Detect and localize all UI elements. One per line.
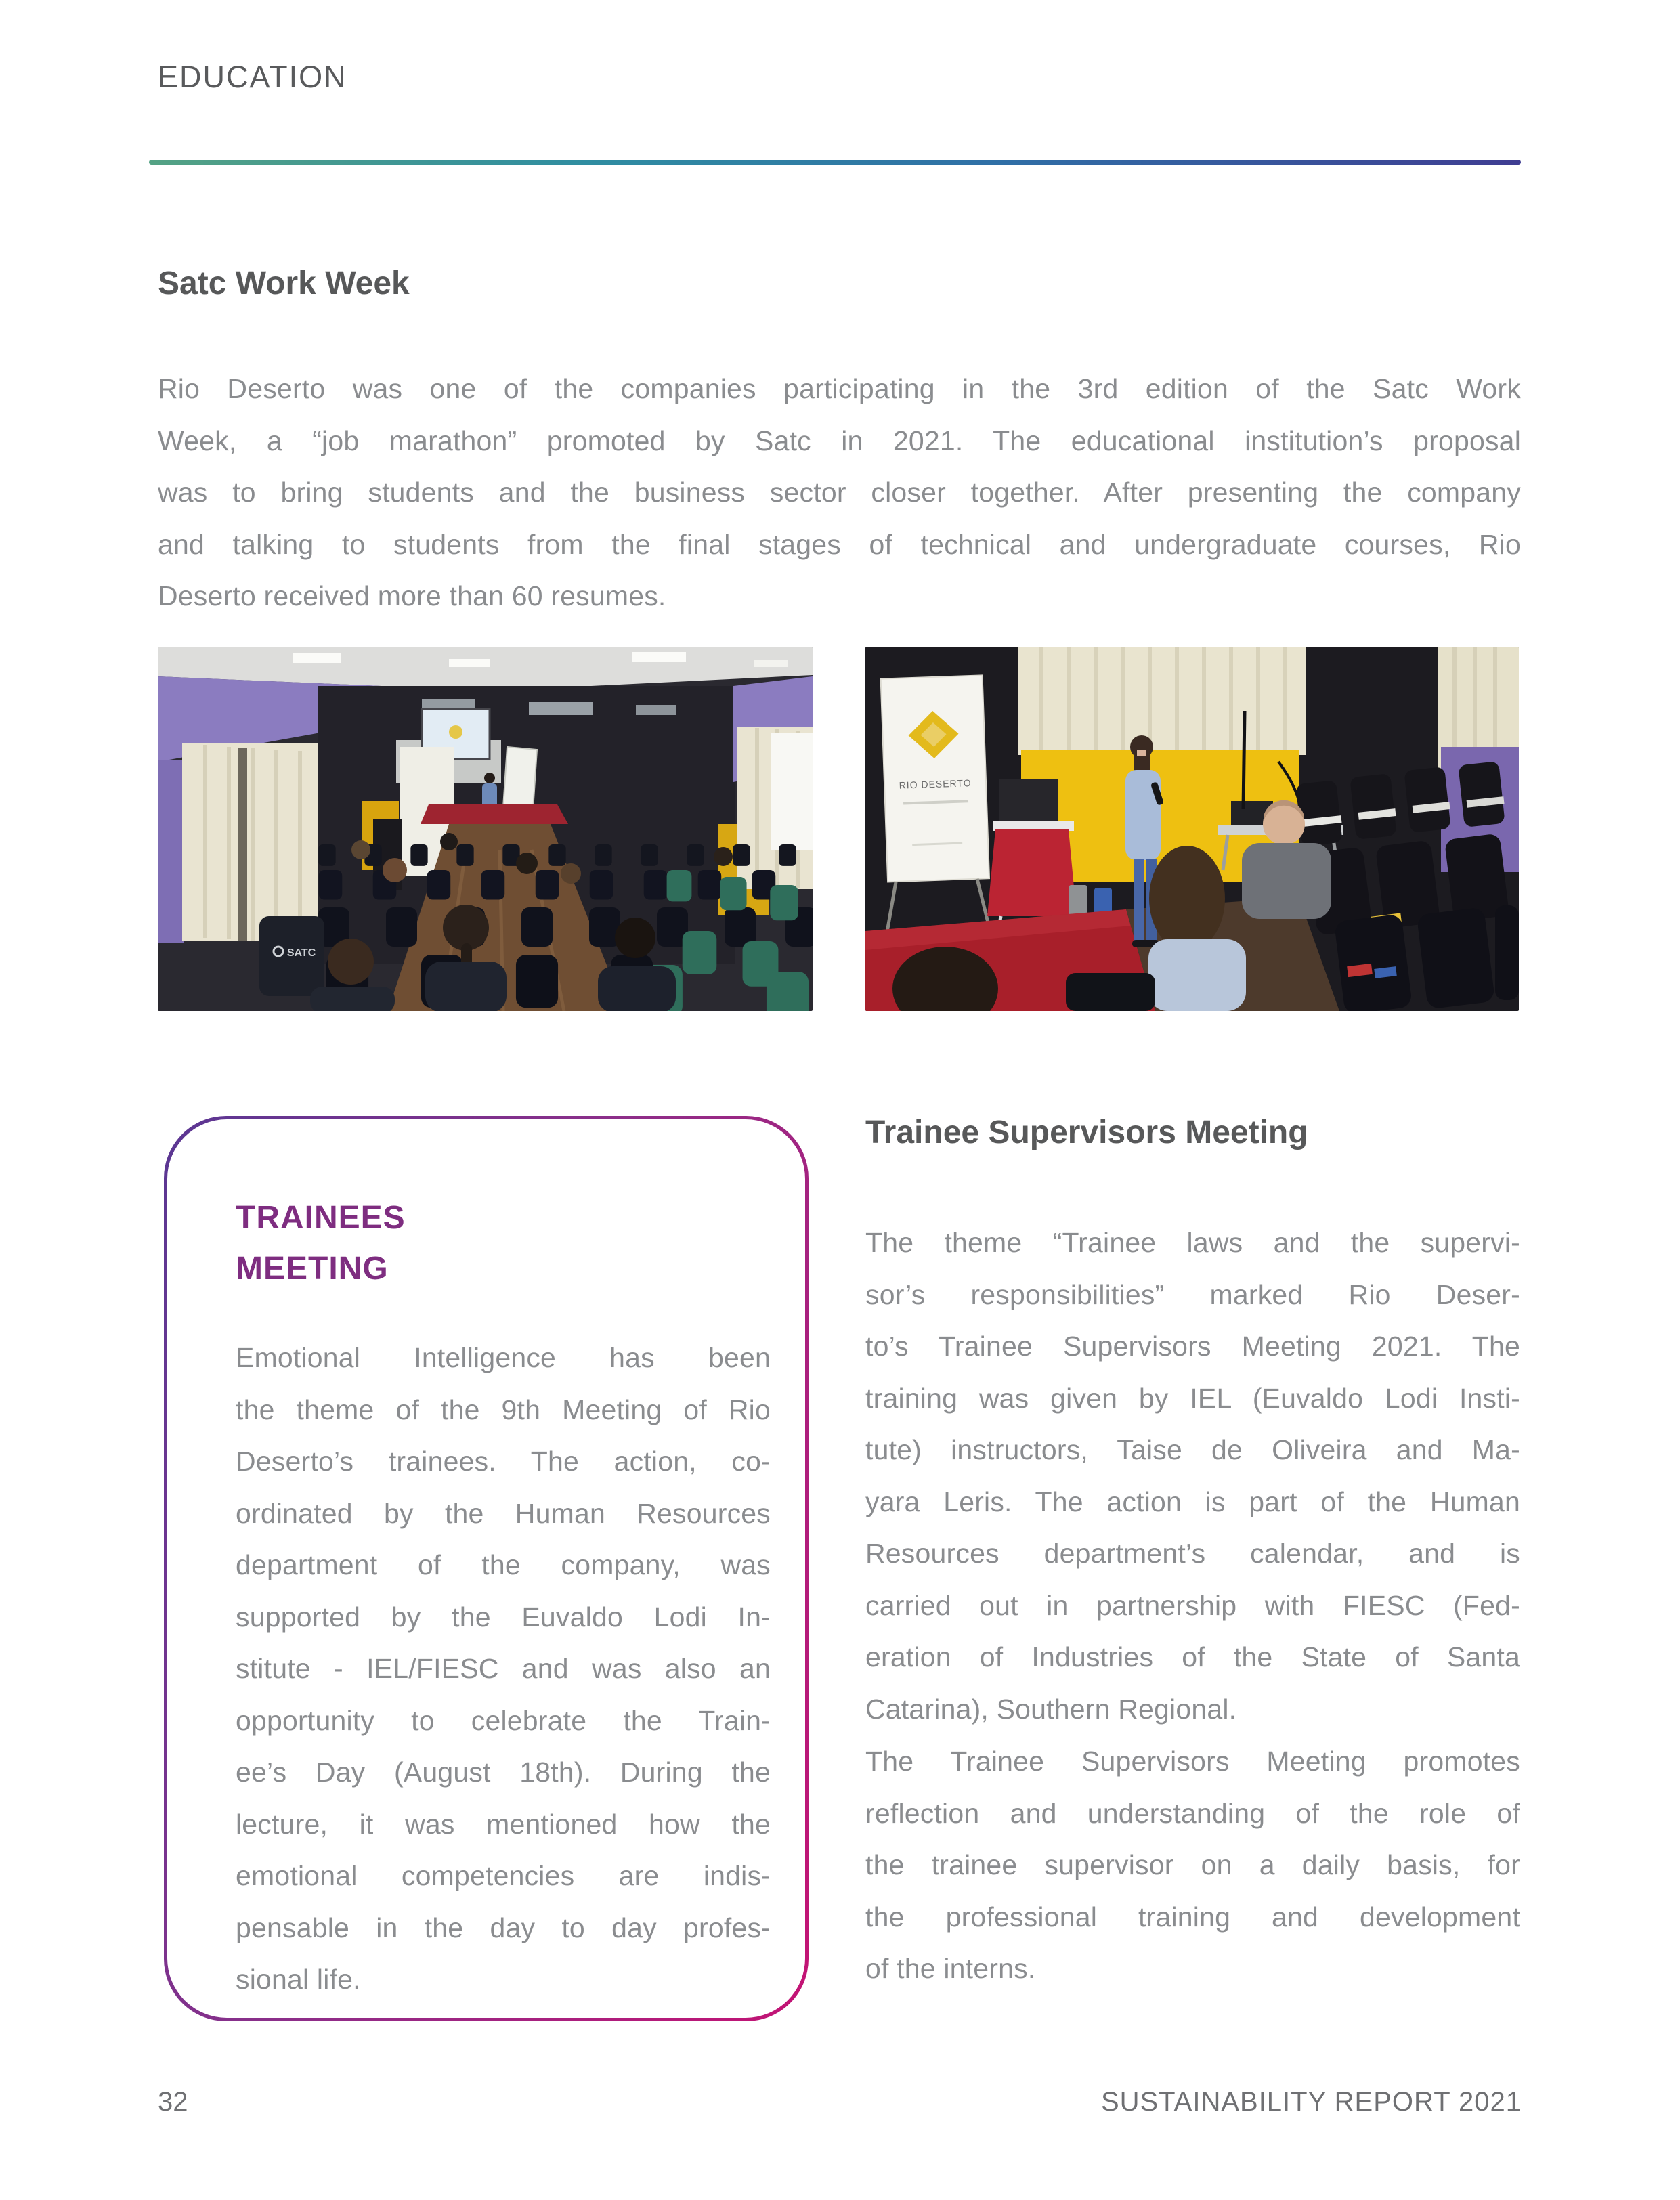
satc-chair-label: SATC xyxy=(286,947,316,959)
trainees-box-title: TRAINEES MEETING xyxy=(236,1200,406,1287)
window-light xyxy=(771,733,813,850)
gradient-divider xyxy=(149,160,1521,165)
trainees-meeting-card xyxy=(164,1116,809,2021)
article2-paragraph2: The Trainee Supervisors Meeting promotes reflection and understanding of the role of the trainee supervisor on a daily basis, for the professional training and development of the interns. xyxy=(865,1746,1520,1984)
satc-chair xyxy=(259,916,324,996)
section-eyebrow: EDUCATION xyxy=(158,60,347,94)
article1-title: Satc Work Week xyxy=(158,265,410,301)
photo-right-illustration xyxy=(865,647,1519,1011)
article2-paragraph1: The theme “Trainee laws and the supervi- sor’s responsibilities” marked Rio Deser- to’s Trainee Supervisors Meeting 2021. The training was given by IEL (Euvaldo Lodi Insti- tute) instructors, Taise de Oliveira and Ma- yara Leris. The action is part of the Human Resources department’s calendar, and is carried out in partnership with FIESC (Fed- eration of Industries of the State of Santa Catarina), Southern Regional. xyxy=(865,1227,1520,1725)
banner-label: RIO DESERTO xyxy=(899,777,972,791)
curtain-top xyxy=(1018,647,1306,755)
report-title: SUSTAINABILITY REPORT 2021 xyxy=(1100,2087,1522,2117)
trainees-box-paragraph: Emotional Intelligence has been the theme of the 9th Meeting of Rio Deserto’s trainees. The action, co- ordinated by the Human Resources department of the company, was supported by the Euvaldo Lodi In- stitute - IEL/FIESC and was also an opportunity to celebrate the Train- ee’s Day (August 18th). During the lecture, it was mentioned how the emotional competencies are indis- pensable in the day to day profes- sional life. xyxy=(236,1342,771,1995)
photo-auditorium-audience xyxy=(158,647,813,1011)
photo-left-illustration xyxy=(158,647,813,1011)
page-number: 32 xyxy=(158,2087,188,2117)
article2-title: Trainee Supervisors Meeting xyxy=(865,1115,1308,1150)
curtain-left xyxy=(182,743,318,941)
red-stage-edge xyxy=(421,804,568,824)
flipchart xyxy=(503,747,537,811)
trainees-meeting-card-inner xyxy=(167,1119,805,2018)
article1-paragraph: Rio Deserto was one of the companies participating in the 3rd edition of the Satc Work Week, a “job marathon” promoted by Satc in 2021. The educational institution’s proposal was to bring students and the business sector closer together. After presenting the company and talking to students from the final stages of technical and undergraduate courses, Rio Deserto received more than 60 resumes. xyxy=(158,373,1521,611)
photo-speaker-stage xyxy=(865,647,1519,1011)
